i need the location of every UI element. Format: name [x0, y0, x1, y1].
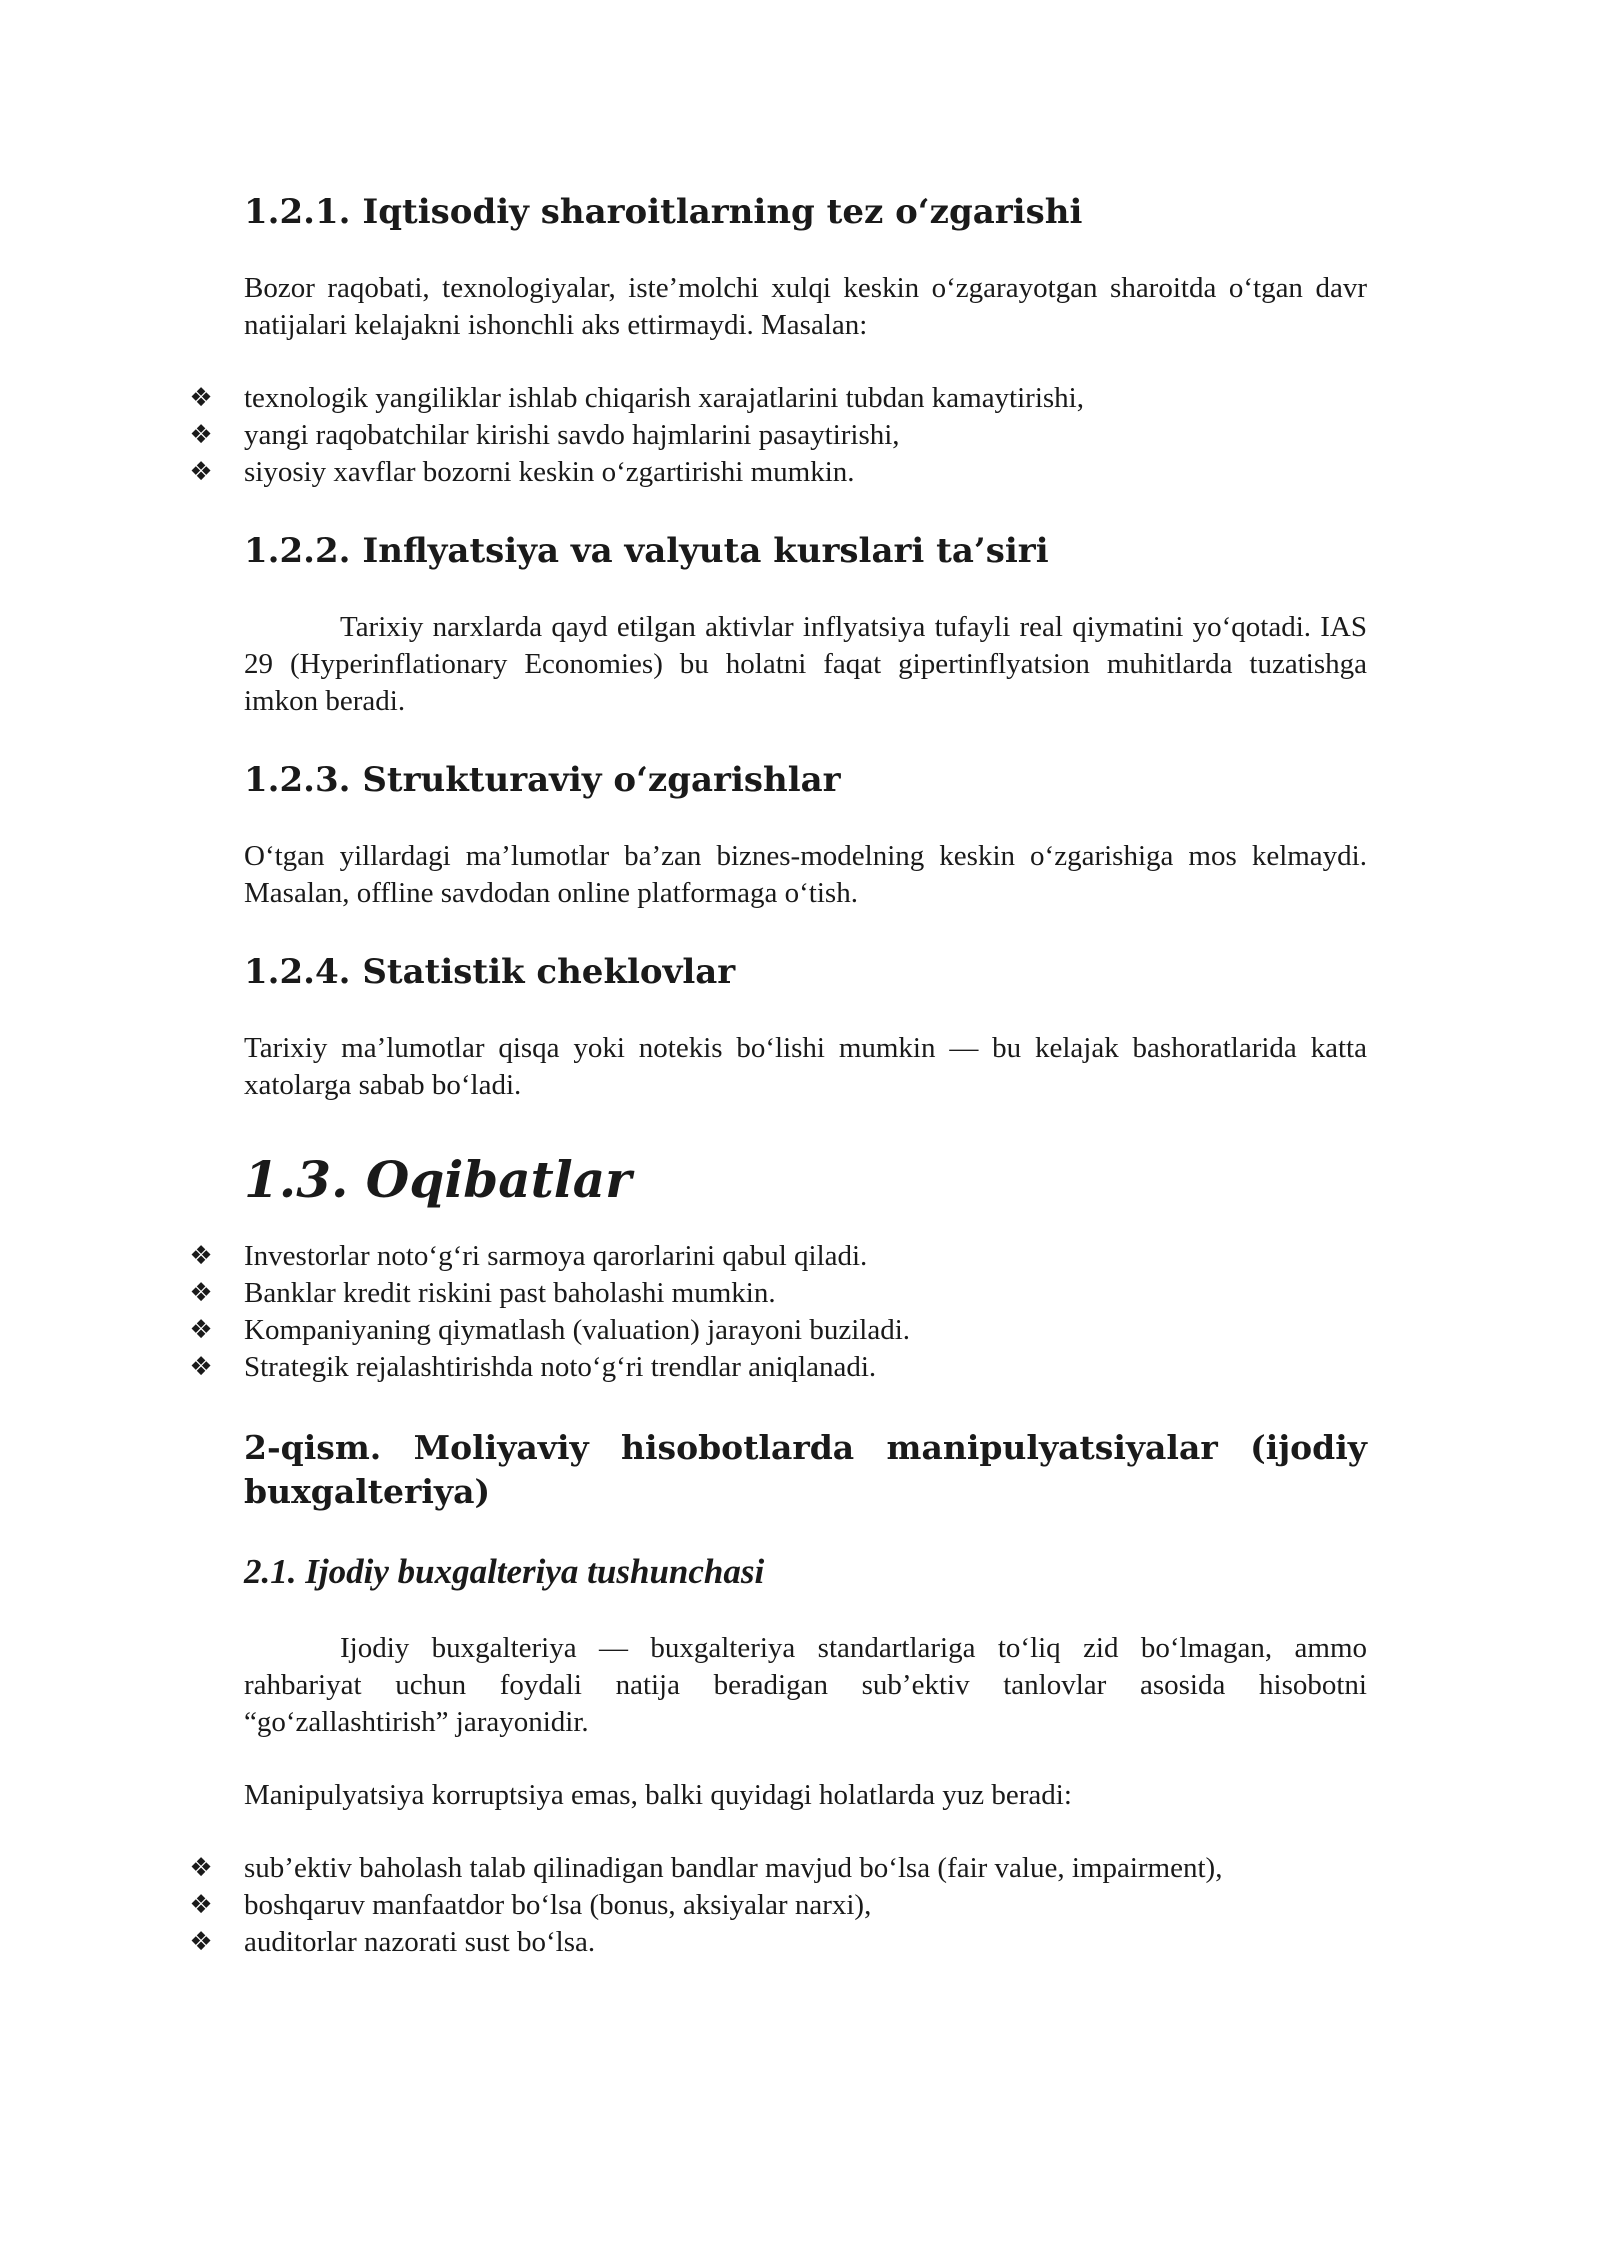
diamond-bullet-icon: ❖	[189, 1315, 213, 1345]
paragraph-1-2-3: O‘tgan yillardagi ma’lumotlar ba’zan biznes-modelning keskin o‘zgarishiga mos kelmaydi. Masalan, offline savdodan online platformaga o‘tish.	[244, 840, 1367, 909]
heading-1-2-2: 1.2.2. Inflyatsiya va valyuta kurslari ta’siri	[244, 531, 1049, 571]
heading-part-2-line-1: 2-qism. Moliyaviy hisobotlarda manipulyatsiyalar (ijodiy	[244, 1428, 1367, 1467]
bullet-list-1-3	[189, 1238, 1367, 1386]
list-item: ❖ sub’ektiv baholash talab qilinadigan bandlar mavjud bo‘lsa (fair value, impairment),	[244, 1850, 1367, 1887]
diamond-bullet-icon: ❖	[189, 1352, 213, 1382]
list-item: ❖ Investorlar noto‘g‘ri sarmoya qarorlarini qabul qiladi.	[244, 1238, 1367, 1275]
diamond-bullet-icon: ❖	[189, 1927, 213, 1957]
bullet-list-1-2-1	[189, 380, 1367, 491]
paragraph-1-2-2: Tarixiy narxlarda qayd etilgan aktivlar inflyatsiya tufayli real qiymatini yo‘qotadi. IAS 29 (Hyperinflationary Economies) bu holatni faqat gipertinflyatsion muhitlarda tuzatishga imkon beradi.	[244, 611, 1367, 717]
diamond-bullet-icon: ❖	[189, 457, 213, 487]
paragraph-1-2-1: Bozor raqobati, texnologiyalar, iste’molchi xulqi keskin o‘zgarayotgan sharoitda o‘tgan davr natijalari kelajakni ishonchli aks ettirmaydi. Masalan:	[244, 272, 1367, 341]
heading-1-2-4: 1.2.4. Statistik cheklovlar	[244, 952, 736, 992]
heading-part-2	[244, 1426, 1367, 1514]
paragraph-1-2-4: Tarixiy ma’lumotlar qisqa yoki notekis bo‘lishi mumkin — bu kelajak bashoratlarida katta xatolarga sabab bo‘ladi.	[244, 1032, 1367, 1101]
list-item: ❖ siyosiy xavflar bozorni keskin o‘zgartirishi mumkin.	[244, 454, 1367, 491]
page-content	[189, 190, 1367, 1961]
heading-1-2-1: 1.2.1. Iqtisodiy sharoitlarning tez o‘zgarishi	[244, 192, 1083, 232]
heading-2-1: 2.1. Ijodiy buxgalteriya tushunchasi	[244, 1552, 765, 1591]
diamond-bullet-icon: ❖	[189, 420, 213, 450]
list-item: ❖ Banklar kredit riskini past baholashi mumkin.	[244, 1275, 1367, 1312]
diamond-bullet-icon: ❖	[189, 383, 213, 413]
paragraph-2-1-b: Manipulyatsiya korruptsiya emas, balki quyidagi holatlarda yuz beradi:	[244, 1779, 1072, 1811]
diamond-bullet-icon: ❖	[189, 1241, 213, 1271]
diamond-bullet-icon: ❖	[189, 1853, 213, 1883]
list-item: ❖ yangi raqobatchilar kirishi savdo hajmlarini pasaytirishi,	[244, 417, 1367, 454]
list-item: ❖ auditorlar nazorati sust bo‘lsa.	[244, 1924, 1367, 1961]
heading-part-2-line-2: buxgalteriya)	[244, 1472, 491, 1511]
paragraph-2-1-a: Ijodiy buxgalteriya — buxgalteriya standartlariga to‘liq zid bo‘lmagan, ammo rahbariyat uchun foydali natija beradigan sub’ektiv tanlovlar asosida hisobotni “go‘zallashtirish” jarayonidir.	[244, 1632, 1367, 1738]
list-item: ❖ Strategik rejalashtirishda noto‘g‘ri trendlar aniqlanadi.	[244, 1349, 1367, 1386]
diamond-bullet-icon: ❖	[189, 1278, 213, 1308]
diamond-bullet-icon: ❖	[189, 1890, 213, 1920]
list-item: ❖ Kompaniyaning qiymatlash (valuation) jarayoni buziladi.	[244, 1312, 1367, 1349]
heading-1-3: 1.3. Oqibatlar	[244, 1150, 632, 1209]
bullet-list-2-1	[189, 1850, 1367, 1961]
heading-1-2-3: 1.2.3. Strukturaviy o‘zgarishlar	[244, 760, 841, 800]
list-item: ❖ texnologik yangiliklar ishlab chiqarish xarajatlarini tubdan kamaytirishi,	[244, 380, 1367, 417]
list-item: ❖ boshqaruv manfaatdor bo‘lsa (bonus, aksiyalar narxi),	[244, 1887, 1367, 1924]
